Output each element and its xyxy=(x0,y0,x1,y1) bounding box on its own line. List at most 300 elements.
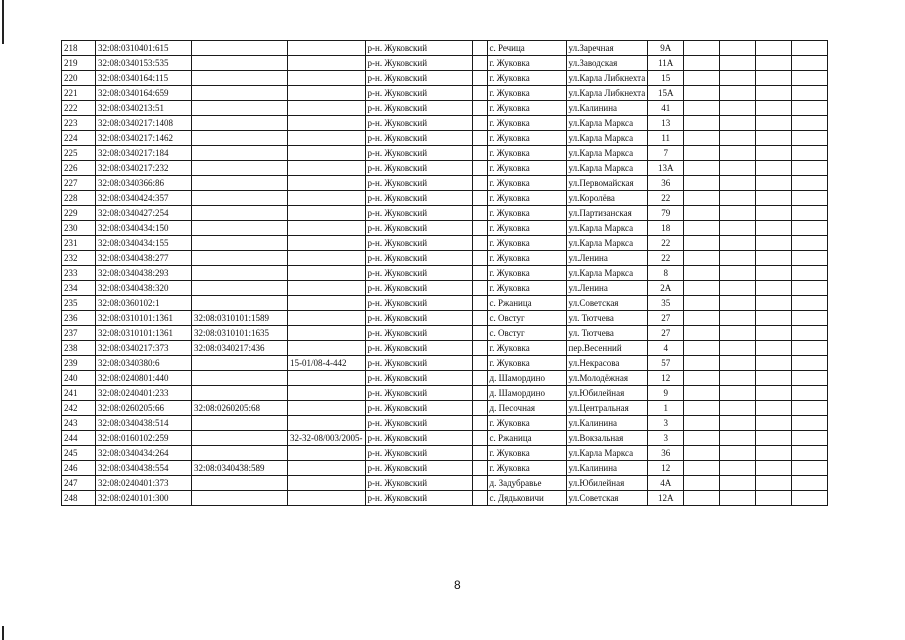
street-cell: ул. Тютчева xyxy=(566,311,648,326)
district-cell: р-н. Жуковский xyxy=(365,431,472,446)
district-cell: р-н. Жуковский xyxy=(365,446,472,461)
empty-cell xyxy=(792,281,828,296)
empty-cell xyxy=(792,191,828,206)
row-number-cell: 229 xyxy=(62,206,96,221)
empty-cell xyxy=(684,56,720,71)
empty-cell xyxy=(756,251,792,266)
table-row xyxy=(62,41,828,56)
street-cell: ул.Вокзальная xyxy=(566,431,648,446)
empty-cell xyxy=(720,191,756,206)
empty-cell xyxy=(684,251,720,266)
empty-cell xyxy=(792,356,828,371)
empty-cell xyxy=(684,161,720,176)
house-number-cell: 11А xyxy=(648,56,684,71)
registration-number-cell xyxy=(288,71,366,86)
empty-cell xyxy=(684,326,720,341)
empty-cell xyxy=(792,101,828,116)
district-cell: р-н. Жуковский xyxy=(365,416,472,431)
district-cell: р-н. Жуковский xyxy=(365,236,472,251)
locality-cell: г. Жуковка xyxy=(487,446,566,461)
cadastral-number-cell: 32:08:0240401:373 xyxy=(96,476,192,491)
row-number-cell: 237 xyxy=(62,326,96,341)
empty-cell xyxy=(756,476,792,491)
empty-cell xyxy=(720,221,756,236)
locality-cell: г. Жуковка xyxy=(487,281,566,296)
row-number-cell: 218 xyxy=(62,41,96,56)
page-number: 8 xyxy=(454,578,461,592)
cadastral-number-cell: 32:08:0340438:293 xyxy=(96,266,192,281)
empty-cell xyxy=(756,296,792,311)
empty-cell xyxy=(720,146,756,161)
registration-number-cell xyxy=(288,386,366,401)
street-cell: ул.Ленина xyxy=(566,251,648,266)
table-row xyxy=(62,116,828,131)
related-cadastral-number-cell xyxy=(192,266,288,281)
empty-cell xyxy=(472,491,487,506)
empty-cell xyxy=(472,431,487,446)
empty-cell xyxy=(720,161,756,176)
empty-cell xyxy=(720,446,756,461)
house-number-cell: 3 xyxy=(648,431,684,446)
registration-number-cell xyxy=(288,41,366,56)
empty-cell xyxy=(684,236,720,251)
related-cadastral-number-cell xyxy=(192,431,288,446)
cadastral-number-cell: 32:08:0340164:659 xyxy=(96,86,192,101)
empty-cell xyxy=(684,491,720,506)
empty-cell xyxy=(684,431,720,446)
table-row xyxy=(62,371,828,386)
row-number-cell: 243 xyxy=(62,416,96,431)
empty-cell xyxy=(792,491,828,506)
empty-cell xyxy=(720,56,756,71)
empty-cell xyxy=(472,296,487,311)
empty-cell xyxy=(720,251,756,266)
locality-cell: г. Жуковка xyxy=(487,206,566,221)
empty-cell xyxy=(756,401,792,416)
related-cadastral-number-cell xyxy=(192,221,288,236)
street-cell: ул.Молодёжная xyxy=(566,371,648,386)
row-number-cell: 221 xyxy=(62,86,96,101)
locality-cell: с. Овстуг xyxy=(487,311,566,326)
cadastral-number-cell: 32:08:0340213:51 xyxy=(96,101,192,116)
row-number-cell: 241 xyxy=(62,386,96,401)
related-cadastral-number-cell xyxy=(192,86,288,101)
empty-cell xyxy=(684,401,720,416)
registration-number-cell: 15-01/08-4-442 xyxy=(288,356,366,371)
house-number-cell: 13А xyxy=(648,161,684,176)
cadastral-number-cell: 32:08:0160102:259 xyxy=(96,431,192,446)
empty-cell xyxy=(792,206,828,221)
empty-cell xyxy=(792,221,828,236)
locality-cell: г. Жуковка xyxy=(487,461,566,476)
cadastral-number-cell: 32:08:0310101:1361 xyxy=(96,326,192,341)
cadastral-number-cell: 32:08:0340217:373 xyxy=(96,341,192,356)
locality-cell: г. Жуковка xyxy=(487,356,566,371)
empty-cell xyxy=(792,251,828,266)
empty-cell xyxy=(792,326,828,341)
empty-cell xyxy=(684,116,720,131)
empty-cell xyxy=(472,236,487,251)
cadastral-number-cell: 32:08:0340438:514 xyxy=(96,416,192,431)
table-row xyxy=(62,491,828,506)
related-cadastral-number-cell xyxy=(192,131,288,146)
empty-cell xyxy=(720,266,756,281)
locality-cell: г. Жуковка xyxy=(487,191,566,206)
registration-number-cell xyxy=(288,116,366,131)
row-number-cell: 236 xyxy=(62,311,96,326)
house-number-cell: 13 xyxy=(648,116,684,131)
empty-cell xyxy=(792,146,828,161)
empty-cell xyxy=(720,356,756,371)
property-registry-table xyxy=(61,40,828,506)
empty-cell xyxy=(472,41,487,56)
street-cell: ул.Первомайская xyxy=(566,176,648,191)
district-cell: р-н. Жуковский xyxy=(365,251,472,266)
empty-cell xyxy=(720,476,756,491)
row-number-cell: 228 xyxy=(62,191,96,206)
cadastral-number-cell: 32:08:0340366:86 xyxy=(96,176,192,191)
registration-number-cell xyxy=(288,161,366,176)
row-number-cell: 247 xyxy=(62,476,96,491)
empty-cell xyxy=(684,446,720,461)
empty-cell xyxy=(756,416,792,431)
registration-number-cell xyxy=(288,416,366,431)
house-number-cell: 57 xyxy=(648,356,684,371)
empty-cell xyxy=(684,371,720,386)
scan-edge-mark-top xyxy=(2,0,4,44)
empty-cell xyxy=(684,341,720,356)
empty-cell xyxy=(684,101,720,116)
empty-cell xyxy=(472,116,487,131)
empty-cell xyxy=(792,416,828,431)
empty-cell xyxy=(792,446,828,461)
row-number-cell: 230 xyxy=(62,221,96,236)
empty-cell xyxy=(756,56,792,71)
table-row xyxy=(62,311,828,326)
empty-cell xyxy=(720,41,756,56)
empty-cell xyxy=(720,311,756,326)
empty-cell xyxy=(684,71,720,86)
related-cadastral-number-cell: 32:08:0340217:436 xyxy=(192,341,288,356)
table-row xyxy=(62,86,828,101)
related-cadastral-number-cell xyxy=(192,356,288,371)
empty-cell xyxy=(684,176,720,191)
empty-cell xyxy=(720,206,756,221)
registration-number-cell xyxy=(288,326,366,341)
empty-cell xyxy=(792,386,828,401)
table-row xyxy=(62,146,828,161)
related-cadastral-number-cell: 32:08:0260205:68 xyxy=(192,401,288,416)
empty-cell xyxy=(720,281,756,296)
registration-number-cell xyxy=(288,281,366,296)
district-cell: р-н. Жуковский xyxy=(365,131,472,146)
row-number-cell: 244 xyxy=(62,431,96,446)
district-cell: р-н. Жуковский xyxy=(365,101,472,116)
table-row xyxy=(62,236,828,251)
street-cell: ул.Советская xyxy=(566,296,648,311)
empty-cell xyxy=(756,86,792,101)
empty-cell xyxy=(472,71,487,86)
empty-cell xyxy=(756,161,792,176)
empty-cell xyxy=(792,41,828,56)
empty-cell xyxy=(472,326,487,341)
district-cell: р-н. Жуковский xyxy=(365,356,472,371)
empty-cell xyxy=(472,281,487,296)
empty-cell xyxy=(472,356,487,371)
house-number-cell: 18 xyxy=(648,221,684,236)
district-cell: р-н. Жуковский xyxy=(365,161,472,176)
house-number-cell: 22 xyxy=(648,191,684,206)
street-cell: ул.Калинина xyxy=(566,416,648,431)
registration-number-cell xyxy=(288,461,366,476)
empty-cell xyxy=(792,461,828,476)
house-number-cell: 36 xyxy=(648,176,684,191)
empty-cell xyxy=(720,386,756,401)
table-row xyxy=(62,461,828,476)
empty-cell xyxy=(756,146,792,161)
house-number-cell: 8 xyxy=(648,266,684,281)
empty-cell xyxy=(684,146,720,161)
related-cadastral-number-cell: 32:08:0310101:1589 xyxy=(192,311,288,326)
house-number-cell: 22 xyxy=(648,251,684,266)
cadastral-number-cell: 32:08:0340438:554 xyxy=(96,461,192,476)
district-cell: р-н. Жуковский xyxy=(365,476,472,491)
locality-cell: г. Жуковка xyxy=(487,146,566,161)
registration-number-cell xyxy=(288,221,366,236)
locality-cell: с. Овстуг xyxy=(487,326,566,341)
empty-cell xyxy=(720,341,756,356)
cadastral-number-cell: 32:08:0340438:277 xyxy=(96,251,192,266)
district-cell: р-н. Жуковский xyxy=(365,311,472,326)
empty-cell xyxy=(792,56,828,71)
registration-number-cell xyxy=(288,86,366,101)
cadastral-number-cell: 32:08:0240801:440 xyxy=(96,371,192,386)
street-cell: ул.Некрасова xyxy=(566,356,648,371)
district-cell: р-н. Жуковский xyxy=(365,41,472,56)
empty-cell xyxy=(684,356,720,371)
cadastral-number-cell: 32:08:0340164:115 xyxy=(96,71,192,86)
registration-number-cell xyxy=(288,401,366,416)
row-number-cell: 248 xyxy=(62,491,96,506)
registration-number-cell xyxy=(288,131,366,146)
house-number-cell: 12 xyxy=(648,461,684,476)
empty-cell xyxy=(684,131,720,146)
empty-cell xyxy=(472,131,487,146)
district-cell: р-н. Жуковский xyxy=(365,326,472,341)
locality-cell: с. Речица xyxy=(487,41,566,56)
row-number-cell: 234 xyxy=(62,281,96,296)
locality-cell: г. Жуковка xyxy=(487,251,566,266)
empty-cell xyxy=(720,86,756,101)
house-number-cell: 3 xyxy=(648,416,684,431)
empty-cell xyxy=(684,386,720,401)
registration-number-cell xyxy=(288,236,366,251)
house-number-cell: 7 xyxy=(648,146,684,161)
table-row xyxy=(62,56,828,71)
related-cadastral-number-cell xyxy=(192,116,288,131)
row-number-cell: 225 xyxy=(62,146,96,161)
registration-number-cell xyxy=(288,341,366,356)
empty-cell xyxy=(792,311,828,326)
cadastral-number-cell: 32:08:0310401:615 xyxy=(96,41,192,56)
related-cadastral-number-cell xyxy=(192,281,288,296)
related-cadastral-number-cell xyxy=(192,56,288,71)
empty-cell xyxy=(792,116,828,131)
empty-cell xyxy=(792,71,828,86)
street-cell: ул.Карла Маркса xyxy=(566,116,648,131)
registration-number-cell xyxy=(288,251,366,266)
street-cell: ул.Ленина xyxy=(566,281,648,296)
empty-cell xyxy=(472,161,487,176)
related-cadastral-number-cell xyxy=(192,491,288,506)
street-cell: ул.Партизанская xyxy=(566,206,648,221)
house-number-cell: 36 xyxy=(648,446,684,461)
row-number-cell: 245 xyxy=(62,446,96,461)
street-cell: ул.Заречная xyxy=(566,41,648,56)
locality-cell: д. Шамордино xyxy=(487,386,566,401)
empty-cell xyxy=(472,341,487,356)
empty-cell xyxy=(756,221,792,236)
street-cell: ул.Карла Маркса xyxy=(566,266,648,281)
empty-cell xyxy=(684,191,720,206)
house-number-cell: 35 xyxy=(648,296,684,311)
house-number-cell: 4А xyxy=(648,476,684,491)
empty-cell xyxy=(684,86,720,101)
related-cadastral-number-cell: 32:08:0340438:589 xyxy=(192,461,288,476)
street-cell: ул.Карла Маркса xyxy=(566,131,648,146)
registration-number-cell xyxy=(288,491,366,506)
related-cadastral-number-cell xyxy=(192,206,288,221)
locality-cell: г. Жуковка xyxy=(487,236,566,251)
street-cell: ул.Карла Маркса xyxy=(566,221,648,236)
table-row xyxy=(62,356,828,371)
related-cadastral-number-cell xyxy=(192,101,288,116)
empty-cell xyxy=(472,461,487,476)
street-cell: ул.Карла Маркса xyxy=(566,236,648,251)
empty-cell xyxy=(792,86,828,101)
table-row xyxy=(62,161,828,176)
registration-number-cell xyxy=(288,56,366,71)
empty-cell xyxy=(472,56,487,71)
registration-number-cell xyxy=(288,266,366,281)
empty-cell xyxy=(684,221,720,236)
locality-cell: г. Жуковка xyxy=(487,176,566,191)
empty-cell xyxy=(792,476,828,491)
locality-cell: с. Дядьковичи xyxy=(487,491,566,506)
locality-cell: г. Жуковка xyxy=(487,266,566,281)
related-cadastral-number-cell xyxy=(192,386,288,401)
street-cell: ул.Калинина xyxy=(566,461,648,476)
empty-cell xyxy=(720,401,756,416)
cadastral-number-cell: 32:08:0340434:264 xyxy=(96,446,192,461)
empty-cell xyxy=(720,236,756,251)
row-number-cell: 226 xyxy=(62,161,96,176)
empty-cell xyxy=(720,116,756,131)
registration-number-cell xyxy=(288,311,366,326)
table-row xyxy=(62,281,828,296)
empty-cell xyxy=(472,371,487,386)
house-number-cell: 27 xyxy=(648,326,684,341)
empty-cell xyxy=(472,251,487,266)
registration-number-cell xyxy=(288,446,366,461)
district-cell: р-н. Жуковский xyxy=(365,281,472,296)
street-cell: ул.Карла Либкнехта xyxy=(566,71,648,86)
row-number-cell: 232 xyxy=(62,251,96,266)
locality-cell: г. Жуковка xyxy=(487,131,566,146)
empty-cell xyxy=(472,101,487,116)
locality-cell: г. Жуковка xyxy=(487,86,566,101)
table-row xyxy=(62,251,828,266)
street-cell: ул. Тютчева xyxy=(566,326,648,341)
cadastral-number-cell: 32:08:0310101:1361 xyxy=(96,311,192,326)
street-cell: ул.Карла Маркса xyxy=(566,161,648,176)
cadastral-number-cell: 32:08:0240401:233 xyxy=(96,386,192,401)
registration-number-cell xyxy=(288,206,366,221)
row-number-cell: 235 xyxy=(62,296,96,311)
house-number-cell: 2А xyxy=(648,281,684,296)
empty-cell xyxy=(756,341,792,356)
empty-cell xyxy=(472,311,487,326)
empty-cell xyxy=(792,176,828,191)
locality-cell: д. Песочная xyxy=(487,401,566,416)
locality-cell: с. Ржаница xyxy=(487,431,566,446)
empty-cell xyxy=(792,296,828,311)
empty-cell xyxy=(720,491,756,506)
row-number-cell: 233 xyxy=(62,266,96,281)
empty-cell xyxy=(720,71,756,86)
empty-cell xyxy=(720,296,756,311)
empty-cell xyxy=(756,176,792,191)
house-number-cell: 15А xyxy=(648,86,684,101)
street-cell: ул.Карла Либкнехта xyxy=(566,86,648,101)
empty-cell xyxy=(720,416,756,431)
street-cell: ул.Центральная xyxy=(566,401,648,416)
registry-body xyxy=(62,41,828,506)
related-cadastral-number-cell xyxy=(192,41,288,56)
empty-cell xyxy=(792,401,828,416)
related-cadastral-number-cell xyxy=(192,236,288,251)
row-number-cell: 240 xyxy=(62,371,96,386)
district-cell: р-н. Жуковский xyxy=(365,461,472,476)
cadastral-number-cell: 32:08:0340438:320 xyxy=(96,281,192,296)
empty-cell xyxy=(720,431,756,446)
row-number-cell: 224 xyxy=(62,131,96,146)
empty-cell xyxy=(792,161,828,176)
related-cadastral-number-cell xyxy=(192,296,288,311)
related-cadastral-number-cell xyxy=(192,371,288,386)
district-cell: р-н. Жуковский xyxy=(365,296,472,311)
locality-cell: г. Жуковка xyxy=(487,416,566,431)
street-cell: ул.Королёва xyxy=(566,191,648,206)
row-number-cell: 222 xyxy=(62,101,96,116)
district-cell: р-н. Жуковский xyxy=(365,146,472,161)
empty-cell xyxy=(792,431,828,446)
empty-cell xyxy=(756,41,792,56)
registration-number-cell xyxy=(288,191,366,206)
locality-cell: г. Жуковка xyxy=(487,161,566,176)
house-number-cell: 1 xyxy=(648,401,684,416)
street-cell: ул.Калинина xyxy=(566,101,648,116)
empty-cell xyxy=(720,131,756,146)
street-cell: ул.Советская xyxy=(566,491,648,506)
empty-cell xyxy=(756,356,792,371)
empty-cell xyxy=(472,146,487,161)
locality-cell: с. Ржаница xyxy=(487,296,566,311)
related-cadastral-number-cell xyxy=(192,161,288,176)
house-number-cell: 41 xyxy=(648,101,684,116)
related-cadastral-number-cell xyxy=(192,146,288,161)
registration-number-cell xyxy=(288,476,366,491)
